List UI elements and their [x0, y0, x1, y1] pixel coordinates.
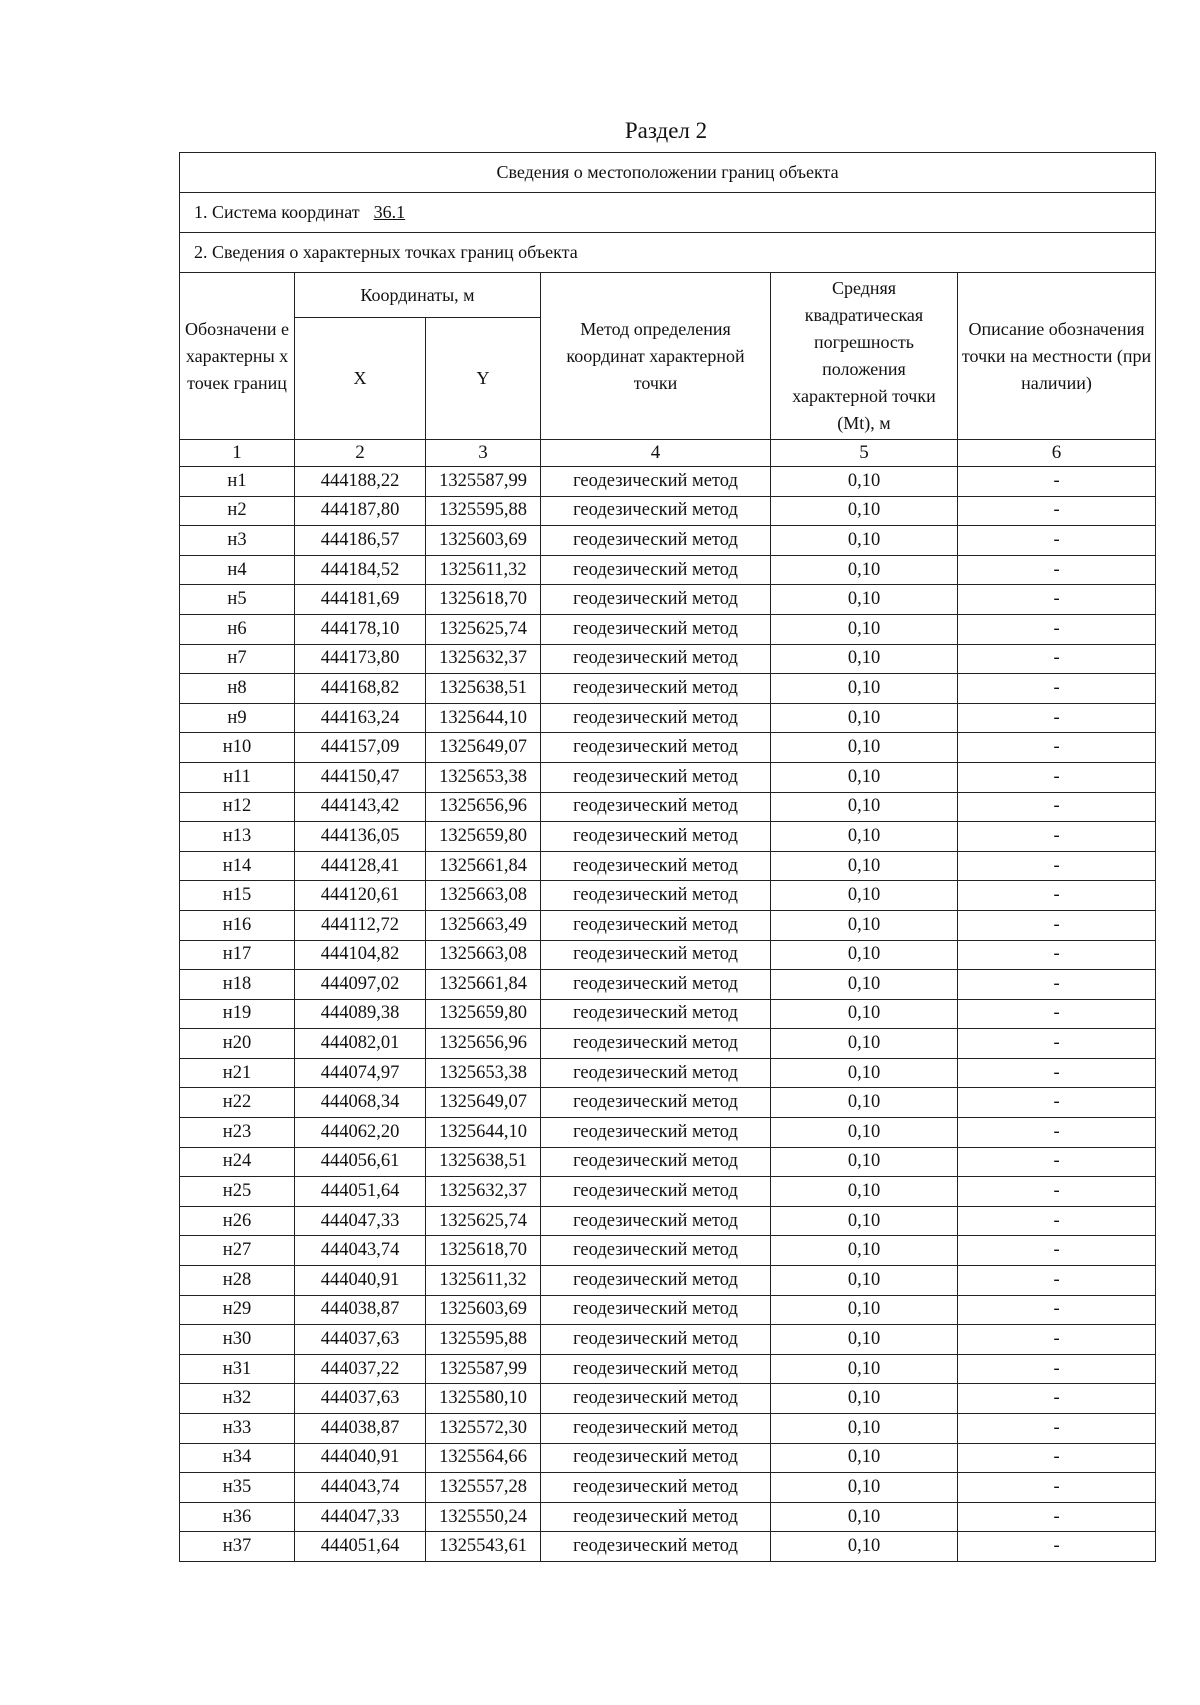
header-description: Описание обозначения точки на местности (при наличии)	[958, 273, 1156, 440]
x-coord-cell: 444181,69	[295, 585, 426, 615]
x-coord-cell: 444040,91	[295, 1266, 426, 1296]
method-cell: геодезический метод	[541, 614, 771, 644]
x-coord-cell: 444168,82	[295, 674, 426, 704]
x-coord-cell: 444038,87	[295, 1295, 426, 1325]
x-coord-cell: 444038,87	[295, 1414, 426, 1444]
table-row	[180, 1058, 1156, 1088]
table-row	[180, 1295, 1156, 1325]
description-cell: -	[958, 1414, 1156, 1444]
description-cell: -	[958, 1088, 1156, 1118]
x-coord-cell: 444143,42	[295, 792, 426, 822]
description-cell: -	[958, 1177, 1156, 1207]
point-id-cell: н27	[180, 1236, 295, 1266]
description-cell: -	[958, 1354, 1156, 1384]
table-row	[180, 1177, 1156, 1207]
method-cell: геодезический метод	[541, 881, 771, 911]
table-row	[180, 644, 1156, 674]
y-coord-cell: 1325611,32	[426, 1266, 541, 1296]
x-coord-cell: 444074,97	[295, 1058, 426, 1088]
table-row	[180, 526, 1156, 556]
y-coord-cell: 1325649,07	[426, 733, 541, 763]
method-cell: геодезический метод	[541, 1384, 771, 1414]
point-id-cell: н14	[180, 851, 295, 881]
header-method: Метод определения координат характерной точки	[541, 273, 771, 440]
table-row	[180, 1147, 1156, 1177]
error-cell: 0,10	[771, 822, 958, 852]
method-cell: геодезический метод	[541, 467, 771, 497]
x-coord-cell: 444157,09	[295, 733, 426, 763]
description-cell: -	[958, 1295, 1156, 1325]
point-id-cell: н2	[180, 496, 295, 526]
method-cell: геодезический метод	[541, 1473, 771, 1503]
error-cell: 0,10	[771, 674, 958, 704]
header-x: X	[295, 318, 426, 440]
table-row	[180, 1118, 1156, 1148]
method-cell: геодезический метод	[541, 1532, 771, 1562]
table-row	[180, 555, 1156, 585]
method-cell: геодезический метод	[541, 792, 771, 822]
header-y: Y	[426, 318, 541, 440]
point-id-cell: н30	[180, 1325, 295, 1355]
error-cell: 0,10	[771, 585, 958, 615]
y-coord-cell: 1325638,51	[426, 674, 541, 704]
x-coord-cell: 444068,34	[295, 1088, 426, 1118]
point-id-cell: н23	[180, 1118, 295, 1148]
method-cell: геодезический метод	[541, 1325, 771, 1355]
y-coord-cell: 1325603,69	[426, 526, 541, 556]
method-cell: геодезический метод	[541, 1502, 771, 1532]
column-number-row	[180, 440, 1156, 467]
y-coord-cell: 1325625,74	[426, 1206, 541, 1236]
error-cell: 0,10	[771, 970, 958, 1000]
y-coord-cell: 1325580,10	[426, 1384, 541, 1414]
error-cell: 0,10	[771, 1177, 958, 1207]
x-coord-cell: 444082,01	[295, 1029, 426, 1059]
y-coord-cell: 1325653,38	[426, 1058, 541, 1088]
table-row	[180, 822, 1156, 852]
point-id-cell: н4	[180, 555, 295, 585]
error-cell: 0,10	[771, 1266, 958, 1296]
method-cell: геодезический метод	[541, 1088, 771, 1118]
method-cell: геодезический метод	[541, 733, 771, 763]
point-id-cell: н16	[180, 910, 295, 940]
y-coord-cell: 1325659,80	[426, 822, 541, 852]
point-id-cell: н1	[180, 467, 295, 497]
description-cell: -	[958, 1029, 1156, 1059]
header-error: Средняя квадратическая погрешность положения характерной точки (Mt), м	[771, 273, 958, 440]
coord-system-row	[180, 193, 1156, 233]
method-cell: геодезический метод	[541, 1443, 771, 1473]
description-cell: -	[958, 1443, 1156, 1473]
table-row	[180, 910, 1156, 940]
error-cell: 0,10	[771, 1502, 958, 1532]
method-cell: геодезический метод	[541, 940, 771, 970]
y-coord-cell: 1325663,08	[426, 940, 541, 970]
x-coord-cell: 444188,22	[295, 467, 426, 497]
point-id-cell: н5	[180, 585, 295, 615]
table-row	[180, 762, 1156, 792]
point-id-cell: н11	[180, 762, 295, 792]
method-cell: геодезический метод	[541, 1177, 771, 1207]
x-coord-cell: 444062,20	[295, 1118, 426, 1148]
point-id-cell: н8	[180, 674, 295, 704]
point-id-cell: н29	[180, 1295, 295, 1325]
point-id-cell: н35	[180, 1473, 295, 1503]
coord-system-value: 36.1	[373, 202, 406, 222]
method-cell: геодезический метод	[541, 526, 771, 556]
description-cell: -	[958, 1206, 1156, 1236]
error-cell: 0,10	[771, 1384, 958, 1414]
method-cell: геодезический метод	[541, 762, 771, 792]
point-id-cell: н10	[180, 733, 295, 763]
point-id-cell: н24	[180, 1147, 295, 1177]
table-row	[180, 792, 1156, 822]
description-cell: -	[958, 940, 1156, 970]
description-cell: -	[958, 881, 1156, 911]
point-id-cell: н31	[180, 1354, 295, 1384]
point-id-cell: н19	[180, 999, 295, 1029]
x-coord-cell: 444178,10	[295, 614, 426, 644]
y-coord-cell: 1325603,69	[426, 1295, 541, 1325]
method-cell: геодезический метод	[541, 1236, 771, 1266]
error-cell: 0,10	[771, 1236, 958, 1266]
x-coord-cell: 444128,41	[295, 851, 426, 881]
table-row	[180, 674, 1156, 704]
method-cell: геодезический метод	[541, 1206, 771, 1236]
x-coord-cell: 444097,02	[295, 970, 426, 1000]
table-row	[180, 1236, 1156, 1266]
description-cell: -	[958, 585, 1156, 615]
description-cell: -	[958, 614, 1156, 644]
y-coord-cell: 1325663,08	[426, 881, 541, 911]
error-cell: 0,10	[771, 851, 958, 881]
table-row	[180, 467, 1156, 497]
table-row	[180, 496, 1156, 526]
table-row	[180, 1502, 1156, 1532]
description-cell: -	[958, 1502, 1156, 1532]
column-number: 5	[771, 440, 958, 467]
x-coord-cell: 444150,47	[295, 762, 426, 792]
table-row	[180, 1029, 1156, 1059]
error-cell: 0,10	[771, 555, 958, 585]
method-cell: геодезический метод	[541, 822, 771, 852]
error-cell: 0,10	[771, 1354, 958, 1384]
point-id-cell: н9	[180, 703, 295, 733]
point-id-cell: н34	[180, 1443, 295, 1473]
description-cell: -	[958, 1118, 1156, 1148]
x-coord-cell: 444037,63	[295, 1325, 426, 1355]
column-number: 2	[295, 440, 426, 467]
y-coord-cell: 1325611,32	[426, 555, 541, 585]
y-coord-cell: 1325587,99	[426, 1354, 541, 1384]
point-id-cell: н12	[180, 792, 295, 822]
column-number: 4	[541, 440, 771, 467]
method-cell: геодезический метод	[541, 1118, 771, 1148]
table-row	[180, 733, 1156, 763]
point-id-cell: н3	[180, 526, 295, 556]
y-coord-cell: 1325659,80	[426, 999, 541, 1029]
method-cell: геодезический метод	[541, 703, 771, 733]
description-cell: -	[958, 703, 1156, 733]
y-coord-cell: 1325625,74	[426, 614, 541, 644]
description-cell: -	[958, 851, 1156, 881]
point-id-cell: н22	[180, 1088, 295, 1118]
error-cell: 0,10	[771, 762, 958, 792]
table-row	[180, 999, 1156, 1029]
y-coord-cell: 1325653,38	[426, 762, 541, 792]
description-cell: -	[958, 1058, 1156, 1088]
point-id-cell: н36	[180, 1502, 295, 1532]
y-coord-cell: 1325644,10	[426, 1118, 541, 1148]
description-cell: -	[958, 1147, 1156, 1177]
x-coord-cell: 444047,33	[295, 1206, 426, 1236]
table-row	[180, 1354, 1156, 1384]
description-cell: -	[958, 1266, 1156, 1296]
error-cell: 0,10	[771, 644, 958, 674]
method-cell: геодезический метод	[541, 1029, 771, 1059]
y-coord-cell: 1325644,10	[426, 703, 541, 733]
point-id-cell: н25	[180, 1177, 295, 1207]
y-coord-cell: 1325543,61	[426, 1532, 541, 1562]
x-coord-cell: 444037,63	[295, 1384, 426, 1414]
point-id-cell: н17	[180, 940, 295, 970]
x-coord-cell: 444112,72	[295, 910, 426, 940]
table-row	[180, 614, 1156, 644]
error-cell: 0,10	[771, 1206, 958, 1236]
table-row	[180, 1532, 1156, 1562]
section-title: Раздел 2	[624, 118, 708, 143]
method-cell: геодезический метод	[541, 1414, 771, 1444]
method-cell: геодезический метод	[541, 1354, 771, 1384]
error-cell: 0,10	[771, 1029, 958, 1059]
error-cell: 0,10	[771, 1295, 958, 1325]
point-id-cell: н28	[180, 1266, 295, 1296]
method-cell: геодезический метод	[541, 496, 771, 526]
point-id-cell: н13	[180, 822, 295, 852]
description-cell: -	[958, 999, 1156, 1029]
table-title: Сведения о местоположении границ объекта	[180, 153, 1156, 193]
point-id-cell: н37	[180, 1532, 295, 1562]
column-number: 3	[426, 440, 541, 467]
table-row	[180, 703, 1156, 733]
x-coord-cell: 444047,33	[295, 1502, 426, 1532]
x-coord-cell: 444043,74	[295, 1236, 426, 1266]
y-coord-cell: 1325638,51	[426, 1147, 541, 1177]
error-cell: 0,10	[771, 940, 958, 970]
table-row	[180, 1473, 1156, 1503]
method-cell: геодезический метод	[541, 999, 771, 1029]
description-cell: -	[958, 970, 1156, 1000]
point-id-cell: н32	[180, 1384, 295, 1414]
error-cell: 0,10	[771, 1118, 958, 1148]
table-row	[180, 1266, 1156, 1296]
coord-system-label: 1. Система координат	[194, 202, 360, 222]
error-cell: 0,10	[771, 1325, 958, 1355]
table-row	[180, 585, 1156, 615]
y-coord-cell: 1325632,37	[426, 1177, 541, 1207]
point-id-cell: н20	[180, 1029, 295, 1059]
point-id-cell: н6	[180, 614, 295, 644]
x-coord-cell: 444136,05	[295, 822, 426, 852]
method-cell: геодезический метод	[541, 644, 771, 674]
x-coord-cell: 444173,80	[295, 644, 426, 674]
y-coord-cell: 1325661,84	[426, 970, 541, 1000]
method-cell: геодезический метод	[541, 674, 771, 704]
x-coord-cell: 444056,61	[295, 1147, 426, 1177]
point-id-cell: н18	[180, 970, 295, 1000]
points-section-label: 2. Сведения о характерных точках границ объекта	[180, 233, 1156, 273]
description-cell: -	[958, 1384, 1156, 1414]
error-cell: 0,10	[771, 910, 958, 940]
table-row	[180, 1384, 1156, 1414]
error-cell: 0,10	[771, 1147, 958, 1177]
y-coord-cell: 1325656,96	[426, 1029, 541, 1059]
table-row	[180, 881, 1156, 911]
x-coord-cell: 444120,61	[295, 881, 426, 911]
x-coord-cell: 444051,64	[295, 1177, 426, 1207]
x-coord-cell: 444040,91	[295, 1443, 426, 1473]
table-row	[180, 1414, 1156, 1444]
error-cell: 0,10	[771, 1532, 958, 1562]
description-cell: -	[958, 792, 1156, 822]
y-coord-cell: 1325632,37	[426, 644, 541, 674]
description-cell: -	[958, 644, 1156, 674]
table-row	[180, 970, 1156, 1000]
error-cell: 0,10	[771, 467, 958, 497]
description-cell: -	[958, 910, 1156, 940]
boundary-table	[179, 152, 1156, 1562]
method-cell: геодезический метод	[541, 1266, 771, 1296]
error-cell: 0,10	[771, 526, 958, 556]
description-cell: -	[958, 467, 1156, 497]
description-cell: -	[958, 526, 1156, 556]
point-id-cell: н21	[180, 1058, 295, 1088]
description-cell: -	[958, 1236, 1156, 1266]
error-cell: 0,10	[771, 792, 958, 822]
header-coordinates: Координаты, м	[295, 273, 541, 318]
error-cell: 0,10	[771, 733, 958, 763]
description-cell: -	[958, 555, 1156, 585]
y-coord-cell: 1325618,70	[426, 1236, 541, 1266]
y-coord-cell: 1325550,24	[426, 1502, 541, 1532]
method-cell: геодезический метод	[541, 1147, 771, 1177]
x-coord-cell: 444184,52	[295, 555, 426, 585]
method-cell: геодезический метод	[541, 1058, 771, 1088]
x-coord-cell: 444051,64	[295, 1532, 426, 1562]
error-cell: 0,10	[771, 496, 958, 526]
description-cell: -	[958, 1325, 1156, 1355]
table-row	[180, 1443, 1156, 1473]
table-row	[180, 1206, 1156, 1236]
description-cell: -	[958, 1473, 1156, 1503]
header-designation: Обозначени е характерны х точек границ	[180, 273, 295, 440]
description-cell: -	[958, 674, 1156, 704]
error-cell: 0,10	[771, 999, 958, 1029]
column-number: 6	[958, 440, 1156, 467]
y-coord-cell: 1325572,30	[426, 1414, 541, 1444]
description-cell: -	[958, 762, 1156, 792]
y-coord-cell: 1325618,70	[426, 585, 541, 615]
x-coord-cell: 444089,38	[295, 999, 426, 1029]
y-coord-cell: 1325557,28	[426, 1473, 541, 1503]
x-coord-cell: 444043,74	[295, 1473, 426, 1503]
description-cell: -	[958, 1532, 1156, 1562]
point-id-cell: н7	[180, 644, 295, 674]
error-cell: 0,10	[771, 1058, 958, 1088]
point-id-cell: н26	[180, 1206, 295, 1236]
method-cell: геодезический метод	[541, 1295, 771, 1325]
error-cell: 0,10	[771, 614, 958, 644]
error-cell: 0,10	[771, 1414, 958, 1444]
method-cell: геодезический метод	[541, 910, 771, 940]
y-coord-cell: 1325587,99	[426, 467, 541, 497]
y-coord-cell: 1325595,88	[426, 1325, 541, 1355]
error-cell: 0,10	[771, 1473, 958, 1503]
method-cell: геодезический метод	[541, 970, 771, 1000]
x-coord-cell: 444186,57	[295, 526, 426, 556]
method-cell: геодезический метод	[541, 555, 771, 585]
point-id-cell: н15	[180, 881, 295, 911]
description-cell: -	[958, 733, 1156, 763]
x-coord-cell: 444187,80	[295, 496, 426, 526]
column-number: 1	[180, 440, 295, 467]
y-coord-cell: 1325649,07	[426, 1088, 541, 1118]
y-coord-cell: 1325661,84	[426, 851, 541, 881]
description-cell: -	[958, 822, 1156, 852]
table-row	[180, 1325, 1156, 1355]
point-id-cell: н33	[180, 1414, 295, 1444]
error-cell: 0,10	[771, 1443, 958, 1473]
error-cell: 0,10	[771, 703, 958, 733]
y-coord-cell: 1325663,49	[426, 910, 541, 940]
x-coord-cell: 444104,82	[295, 940, 426, 970]
table-row	[180, 940, 1156, 970]
method-cell: геодезический метод	[541, 585, 771, 615]
y-coord-cell: 1325564,66	[426, 1443, 541, 1473]
table-row	[180, 851, 1156, 881]
x-coord-cell: 444037,22	[295, 1354, 426, 1384]
error-cell: 0,10	[771, 881, 958, 911]
error-cell: 0,10	[771, 1088, 958, 1118]
y-coord-cell: 1325656,96	[426, 792, 541, 822]
table-row	[180, 1088, 1156, 1118]
y-coord-cell: 1325595,88	[426, 496, 541, 526]
method-cell: геодезический метод	[541, 851, 771, 881]
x-coord-cell: 444163,24	[295, 703, 426, 733]
description-cell: -	[958, 496, 1156, 526]
